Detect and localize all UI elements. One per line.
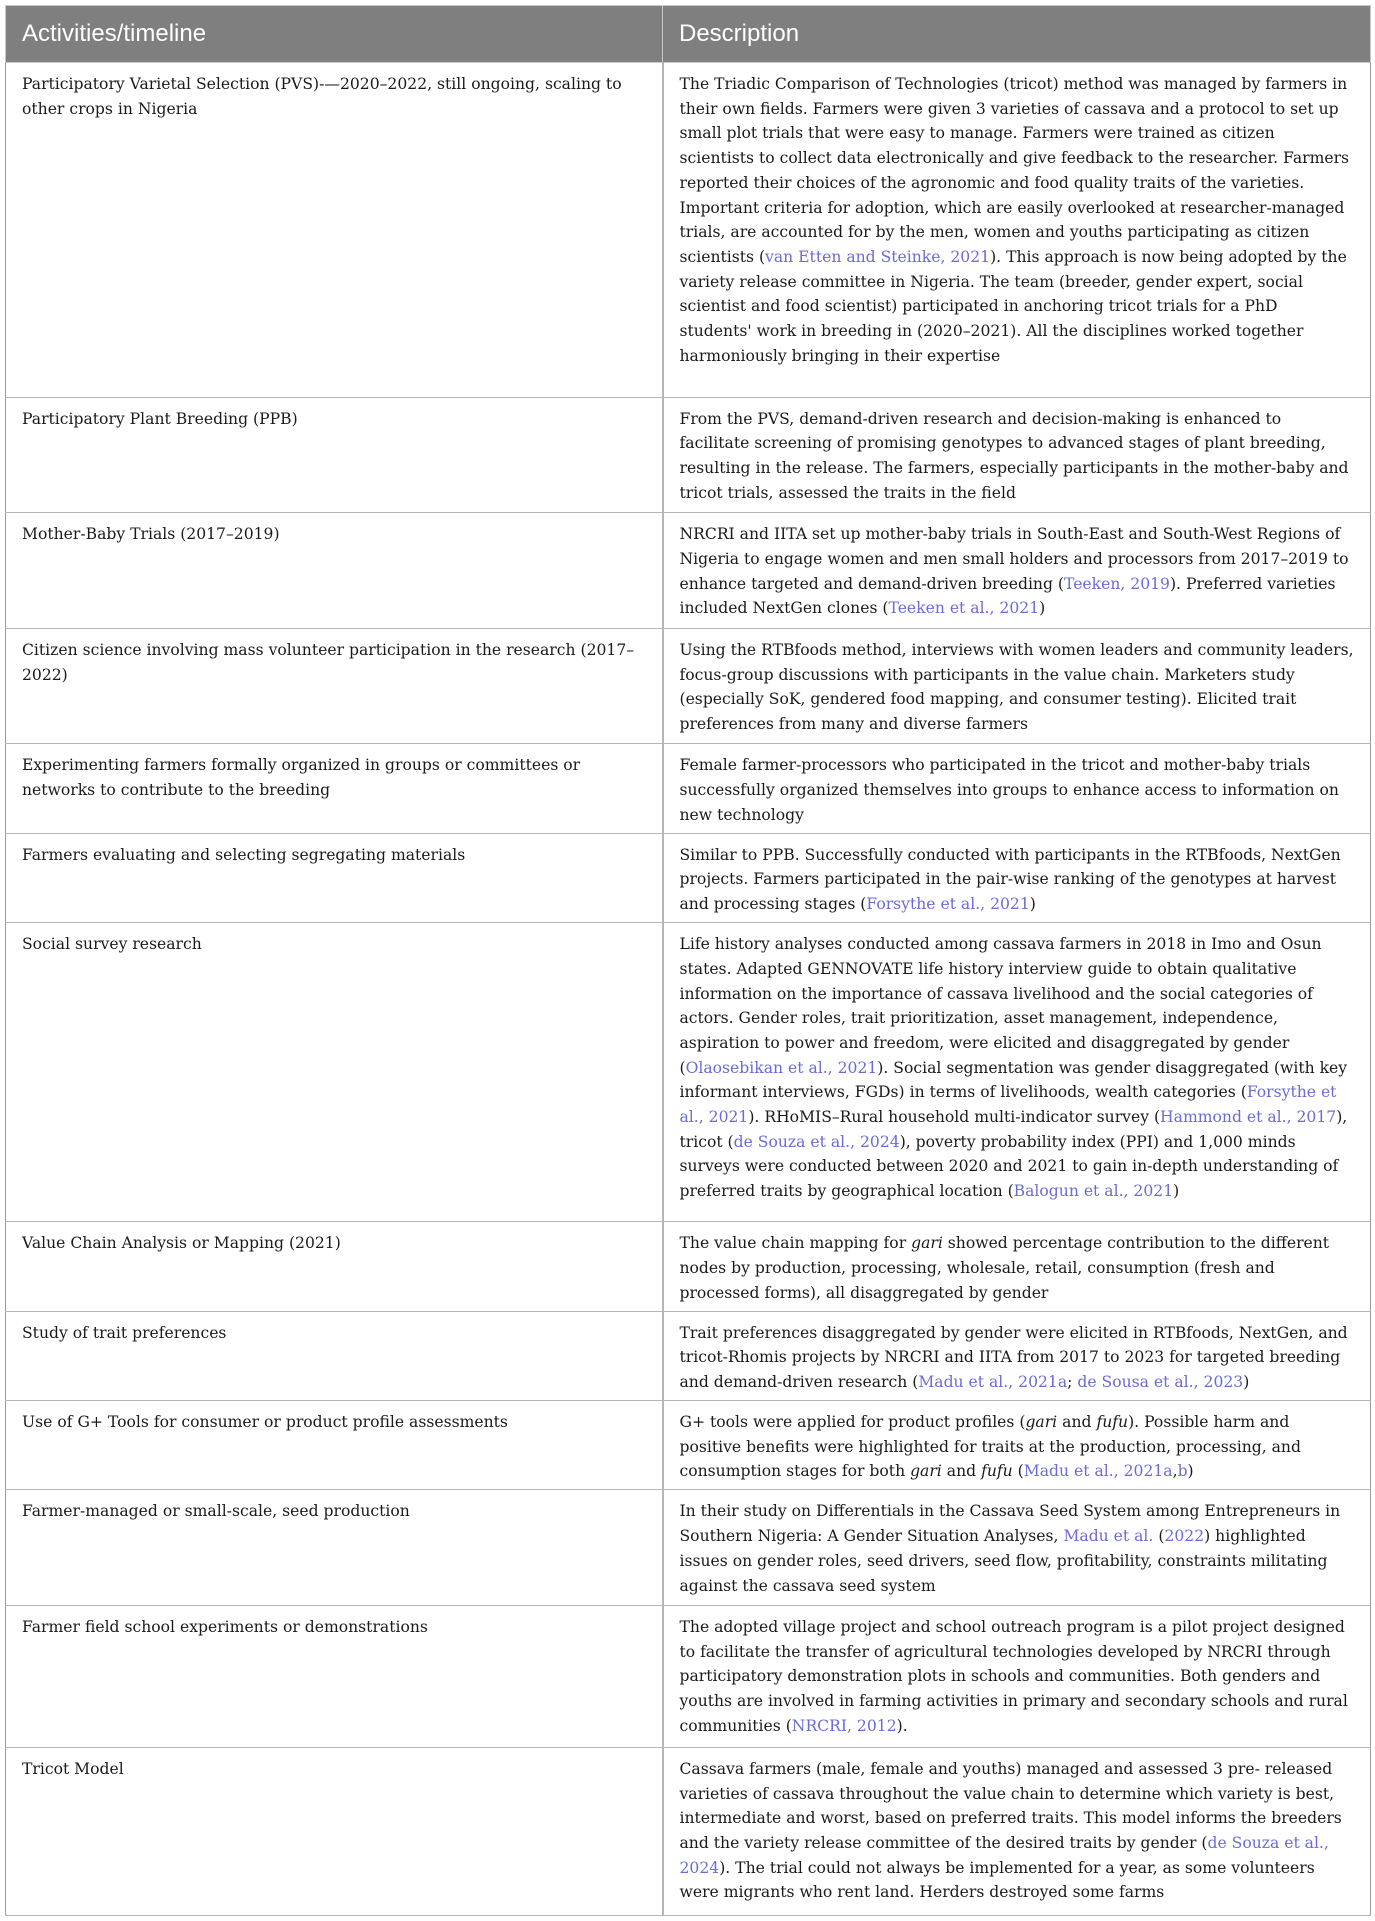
citation-link[interactable]: Madu et al., 2021a	[1023, 1462, 1173, 1481]
header-activities: Activities/timeline	[6, 6, 663, 63]
description-text: and	[941, 1462, 982, 1481]
description-text: ), poverty probability index (PPI) and 1,000 minds surveys were conducted between 2020 and 2021 to gain in-depth understanding of preferred traits by geographical location (	[679, 1132, 1339, 1201]
description-text: ). Preferred varieties included NextGen clones (	[679, 574, 1336, 618]
citation-link[interactable]: de Souza et al., 2024	[679, 1833, 1329, 1877]
table-row	[6, 1222, 1371, 1311]
description-text: ), tricot (	[679, 1108, 1348, 1151]
description-text: Life history analyses conducted among cassava farmers in 2018 in Imo and Osun states. Adapted GENNOVATE life history interview guide to obtain qualitative information on the importance of cassava livelihood and the social categories of actors. Gender roles, trait prioritization, asset management, independence, aspiration to power and freedom, were elicited and disaggregated by gender (	[679, 935, 1322, 1077]
citation-link[interactable]: Teeken et al., 2021	[888, 599, 1040, 618]
description-cell	[663, 833, 1371, 922]
description-text: )	[1029, 895, 1036, 914]
citation-link[interactable]: Balogun et al., 2021	[1013, 1182, 1174, 1201]
description-text: ;	[1067, 1373, 1078, 1392]
description-text: (	[1153, 1527, 1165, 1546]
description-text: ). The trial could not always be implemented for a year, as some volunteers were migrants who rent land. Herders destroyed some farms	[679, 1858, 1315, 1902]
description-text: In their study on Differentials in the Cassava Seed System among Entrepreneurs in Southern Nigeria: A Gender Situation Analyses,	[679, 1502, 1341, 1546]
citation-link[interactable]: de Sousa et al., 2023	[1077, 1373, 1244, 1392]
activity-cell: Citizen science involving mass volunteer participation in the research (2017–2022)	[6, 628, 663, 744]
italic-term: gari	[910, 1462, 942, 1481]
description-text: Female farmer-processors who participated in the tricot and mother-baby trials successfully organized themselves into groups to enhance access to information on new technology	[679, 756, 1339, 824]
description-cell	[663, 63, 1371, 398]
description-text: Trait preferences disaggregated by gender were elicited in RTBfoods, NextGen, and tricot-Rhomis projects by NRCRI and IITA from 2017 to 2023 for targeted breeding and demand-driven research (	[679, 1323, 1348, 1392]
description-text: ) highlighted issues on gender roles, seed drivers, seed flow, profitability, constraints militating against the cassava seed system	[679, 1527, 1328, 1595]
description-text: G+ tools were applied for product profiles (	[679, 1413, 1026, 1432]
description-text: showed percentage contribution to the different nodes by production, processing, wholesale, retail, consumption (fresh and processed forms), all disaggregated by gender	[679, 1234, 1330, 1302]
activity-cell: Tricot Model	[6, 1747, 663, 1915]
description-text: ). RHoMIS–Rural household multi-indicator survey (	[748, 1108, 1161, 1127]
table-row	[6, 1606, 1371, 1748]
italic-term: gari	[911, 1234, 943, 1253]
citation-link[interactable]: 2022	[1164, 1527, 1205, 1546]
description-text: The adopted village project and school outreach program is a pilot project designed to facilitate the transfer of agricultural technologies developed by NRCRI through participatory demonstration plots in schools and communities. Both genders and youths are involved in farming activities in primary and secondary schools and rural communities (	[679, 1618, 1348, 1735]
description-cell	[663, 1747, 1371, 1915]
activity-cell: Value Chain Analysis or Mapping (2021)	[6, 1222, 663, 1311]
description-cell	[663, 397, 1371, 513]
document	[5, 5, 1370, 1916]
citation-link[interactable]: Forsythe et al., 2021	[866, 895, 1030, 914]
description-cell	[663, 1401, 1371, 1490]
description-text: )	[1039, 599, 1046, 618]
citation-link[interactable]: van Etten and Steinke, 2021	[765, 247, 991, 266]
description-cell	[663, 923, 1371, 1222]
table-body	[6, 63, 1371, 1916]
description-cell	[663, 1222, 1371, 1311]
description-text: and	[1057, 1413, 1097, 1432]
description-cell	[663, 513, 1371, 629]
italic-term: fufu	[1096, 1413, 1129, 1432]
activity-cell: Farmers evaluating and selecting segregating materials	[6, 833, 663, 922]
table-row	[6, 1401, 1371, 1490]
citation-link[interactable]: de Souza et al., 2024	[733, 1132, 900, 1151]
description-text: )	[1173, 1182, 1180, 1201]
activity-cell: Mother-Baby Trials (2017–2019)	[6, 513, 663, 629]
table-row	[6, 513, 1371, 629]
citation-link[interactable]: NRCRI, 2012	[791, 1716, 897, 1735]
description-cell	[663, 1311, 1371, 1400]
description-text: Similar to PPB. Successfully conducted with participants in the RTBfoods, NextGen projects. Farmers participated in the pair-wise ranking of the genotypes at harvest and processing stages (	[679, 845, 1341, 914]
activity-cell: Farmer field school experiments or demonstrations	[6, 1606, 663, 1748]
activity-cell: Study of trait preferences	[6, 1311, 663, 1400]
description-cell	[663, 1490, 1371, 1606]
description-cell	[663, 628, 1371, 744]
table-row	[6, 1747, 1371, 1915]
activity-cell: Participatory Varietal Selection (PVS)-—2020–2022, still ongoing, scaling to other crops in Nigeria	[6, 63, 663, 398]
citation-link[interactable]: b	[1177, 1462, 1188, 1481]
table-row	[6, 923, 1371, 1222]
description-text: The Triadic Comparison of Technologies (tricot) method was managed by farmers in their own fields. Farmers were given 3 varieties of cassava and a protocol to set up small plot trials that were easy to manage. Farmers were trained as citizen scientists to collect data electronically and give feedback to the researcher. Farmers reported their choices of the agronomic and food quality traits of the varieties. Important criteria for adoption, which are easily overlooked at researcher-managed trials, are accounted for by the men, women and youths participating as citizen scientists (	[679, 75, 1350, 266]
table-row	[6, 63, 1371, 398]
activity-cell: Participatory Plant Breeding (PPB)	[6, 397, 663, 513]
description-text: From the PVS, demand-driven research and decision-making is enhanced to facilitate screening of promising genotypes to advanced stages of plant breeding, resulting in the release. The farmers, especially participants in the mother-baby and tricot trials, assessed the traits in the field	[679, 409, 1349, 502]
activity-cell: Farmer-managed or small-scale, seed production	[6, 1490, 663, 1606]
activity-cell: Use of G+ Tools for consumer or product profile assessments	[6, 1401, 663, 1490]
header-row	[6, 6, 1371, 63]
citation-link[interactable]: Hammond et al., 2017	[1160, 1108, 1337, 1127]
description-text: )	[1187, 1462, 1194, 1481]
description-text: ). Social segmentation was gender disaggregated (with key informant interviews, FGDs) in terms of livelihoods, wealth categories (	[679, 1058, 1348, 1102]
citation-link[interactable]: Madu et al.	[1063, 1527, 1154, 1546]
description-text: ,	[1172, 1462, 1178, 1481]
description-cell	[663, 744, 1371, 833]
citation-link[interactable]: Teeken, 2019	[1064, 574, 1170, 593]
citation-link[interactable]: Madu et al., 2021a	[918, 1373, 1068, 1392]
italic-term: gari	[1025, 1413, 1058, 1432]
description-text: (	[1012, 1462, 1024, 1481]
description-text: NRCRI and IITA set up mother-baby trials in South-East and South-West Regions of Nigeria to engage women and men small holders and processors from 2017–2019 to enhance targeted and demand-driven breeding (	[679, 525, 1349, 593]
table-row	[6, 1311, 1371, 1400]
italic-term: fufu	[981, 1462, 1013, 1481]
description-text: ). This approach is now being adopted by the variety release committee in Nigeria. The team (breeder, gender expert, social scientist and food scientist) participated in anchoring tricot trials for a PhD students' work in breeding in (2020–2021). All the disciplines worked together harmoniously bringing in their expertise	[679, 247, 1347, 365]
activities-table	[5, 5, 1371, 1916]
table-row	[6, 744, 1371, 833]
table-row	[6, 628, 1371, 744]
description-cell	[663, 1606, 1371, 1748]
citation-link[interactable]: Olaosebikan et al., 2021	[685, 1058, 878, 1077]
description-text: ). Possible harm and positive benefits were highlighted for traits at the production, processing, and consumption stages for both	[679, 1413, 1301, 1481]
description-text: Using the RTBfoods method, interviews with women leaders and community leaders, focus-group discussions with participants in the value chain. Marketers study (especially SoK, gendered food mapping, and consumer testing). Elicited trait preferences from many and diverse farmers	[679, 640, 1354, 733]
table-row	[6, 1490, 1371, 1606]
table-row	[6, 833, 1371, 922]
header-description: Description	[663, 6, 1371, 63]
description-text: The value chain mapping for	[679, 1234, 912, 1253]
citation-link[interactable]: Forsythe et al., 2021	[679, 1083, 1337, 1127]
table-header	[6, 6, 1371, 63]
description-text: Cassava farmers (male, female and youths) managed and assessed 3 pre- released varieties of cassava throughout the value chain to determine which variety is best, intermediate and worst, based on preferred traits. This model informs the breeders and the variety release committee of the desired traits by gender (	[679, 1759, 1342, 1852]
activity-cell: Social survey research	[6, 923, 663, 1222]
description-text: ).	[896, 1716, 908, 1735]
description-text: )	[1243, 1373, 1250, 1392]
activity-cell: Experimenting farmers formally organized in groups or committees or networks to contribute to the breeding	[6, 744, 663, 833]
table-row	[6, 397, 1371, 513]
